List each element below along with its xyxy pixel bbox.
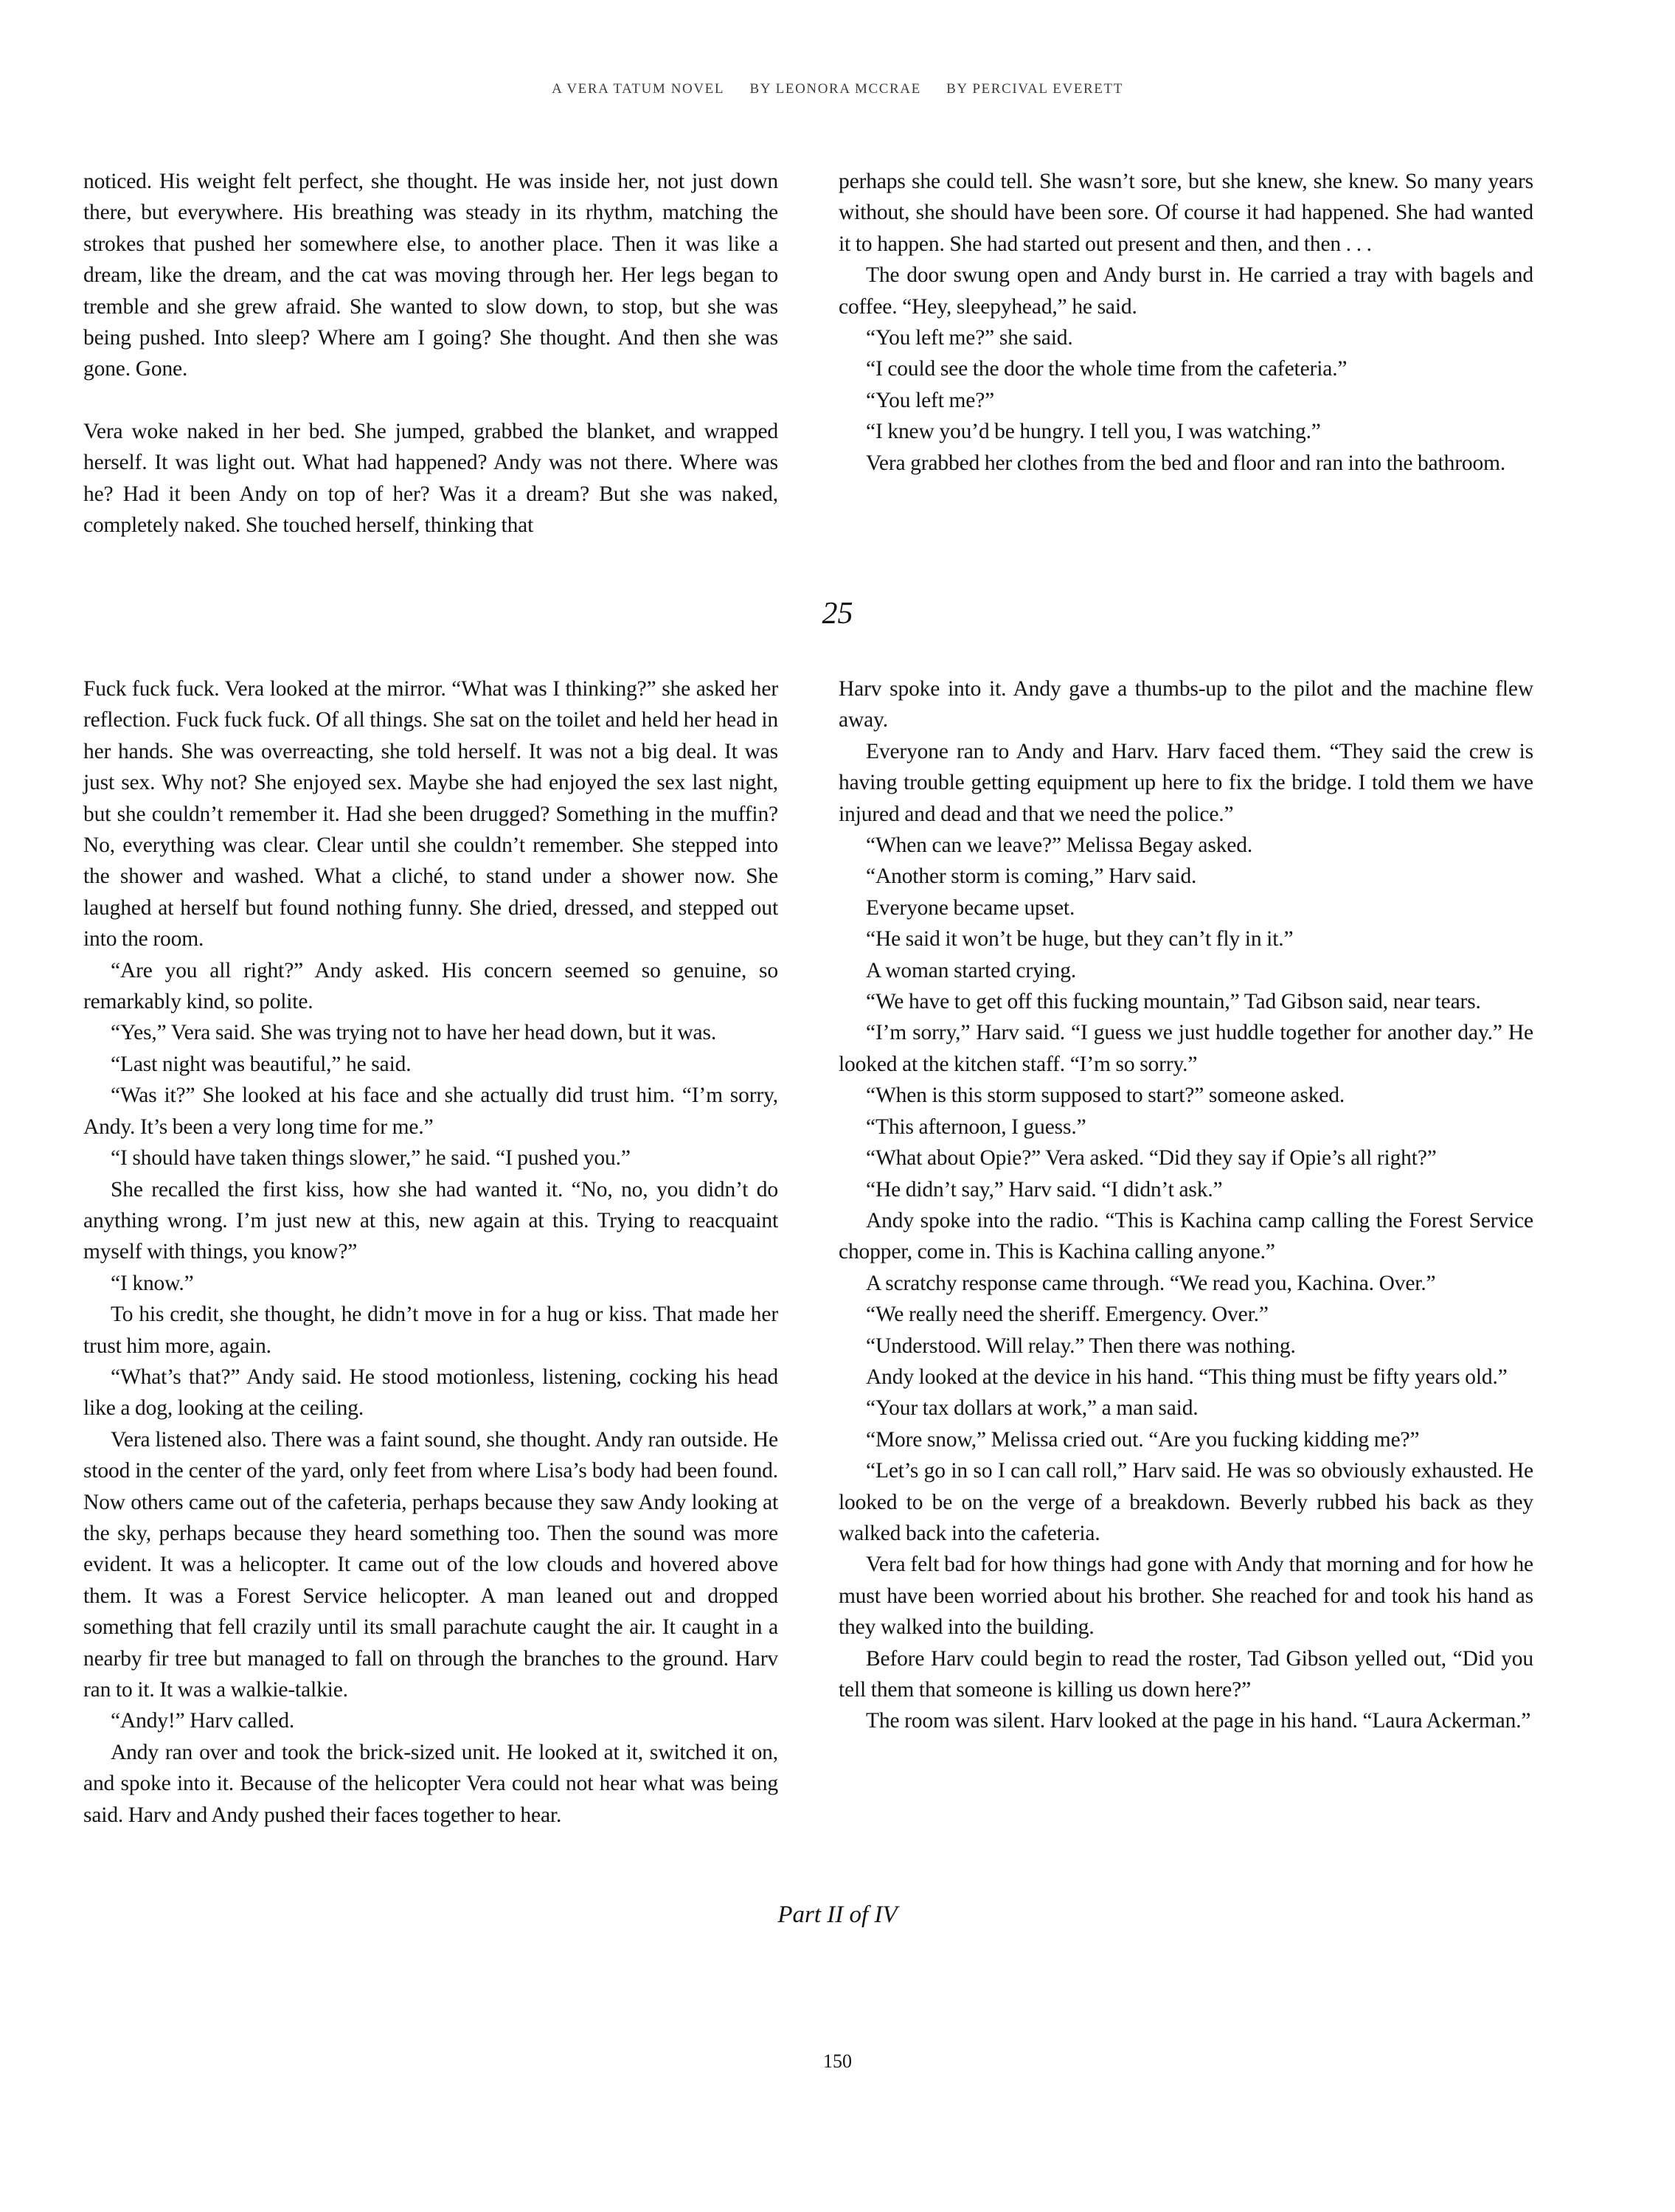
paragraph: The door swung open and Andy burst in. He carried a tray with bagels and coffee. “Hey, sleepyhead,” he said. [839,263,1533,319]
paragraph: To his credit, she thought, he didn’t move in for a hug or kiss. That made her trust him more, again. [83,1303,778,1358]
paragraph: perhaps she could tell. She wasn’t sore, but she knew, she knew. So many years without, she should have been sore. Of course it had happened. She had wanted it to happen. She had started out present and then, and then . . . [839,170,1533,256]
top-left-column [83,166,778,541]
paragraph: “Andy!” Harv called. [111,1709,295,1733]
running-header [0,81,1675,97]
paragraph: Before Harv could begin to read the roster, Tad Gibson yelled out, “Did you tell them that someone is killing us down here?” [839,1646,1533,1702]
paragraph: “I should have taken things slower,” he said. “I pushed you.” [111,1146,631,1171]
paragraph: “We really need the sheriff. Emergency. Over.” [866,1303,1269,1327]
paragraph: Everyone ran to Andy and Harv. Harv faced them. “They said the crew is having trouble getting equipment up here to fix the bridge. I told them we have injured and dead and that we need the police.” [839,739,1533,826]
paragraph: “Let’s go in so I can call roll,” Harv said. He was so obviously exhausted. He looked to be on the verge of a breakdown. Beverly rubbed his back as they walked back into the cafeteria. [839,1459,1533,1545]
paragraph: “Last night was beautiful,” he said. [111,1052,412,1076]
paragraph: “This afternoon, I guess.” [866,1114,1086,1139]
paragraph: Vera felt bad for how things had gone with Andy that morning and for how he must have been worried about his brother. She reached for and took his hand as they walked into the building. [839,1553,1533,1640]
header-author-pseudonym: BY LEONORA MCCRAE [749,81,921,97]
paragraph: The room was silent. Harv looked at the page in his hand. “Laura Ackerman.” [866,1709,1531,1733]
paragraph: “When can we leave?” Melissa Begay asked. [866,833,1253,858]
paragraph: “Was it?” She looked at his face and she actually did trust him. “I’m sorry, Andy. It’s been a very long time for me.” [83,1084,778,1139]
paragraph: “Your tax dollars at work,” a man said. [866,1396,1199,1421]
paragraph: “Yes,” Vera said. She was trying not to have her head down, but it was. [111,1021,717,1045]
paragraph: “What about Opie?” Vera asked. “Did they say if Opie’s all right?” [866,1146,1437,1171]
paragraph: “I could see the door the whole time from the cafeteria.” [866,357,1348,381]
paragraph: “We have to get off this fucking mountain,” Tad Gibson said, near tears. [866,990,1481,1014]
paragraph: Andy ran over and took the brick-sized unit. He looked at it, switched it on, and spoke into it. Because of the helicopter Vera could not hear what was being said. Harv and Andy pushed their faces together to hear. [83,1740,778,1827]
paragraph: “I’m sorry,” Harv said. “I guess we just huddle together for another day.” He looked at the kitchen staff. “I’m so sorry.” [839,1021,1533,1076]
paragraph: “Are you all right?” Andy asked. His concern seemed so genuine, so remarkably kind, so polite. [83,958,778,1014]
paragraph: “You left me?” [866,388,995,412]
paragraph: “He didn’t say,” Harv said. “I didn’t ask.” [866,1177,1223,1202]
paragraph: “Another storm is coming,” Harv said. [866,864,1197,889]
top-right-column [839,166,1533,479]
paragraph: Andy spoke into the radio. “This is Kachina camp calling the Forest Service chopper, come in. This is Kachina calling anyone.” [839,1208,1533,1264]
paragraph: “He said it won’t be huge, but they can’t fly in it.” [866,927,1294,951]
paragraph: Vera grabbed her clothes from the bed and floor and ran into the bathroom. [866,451,1506,475]
paragraph: Everyone became upset. [866,895,1075,920]
paragraph: “More snow,” Melissa cried out. “Are you fucking kidding me?” [866,1427,1420,1452]
paragraph: A scratchy response came through. “We read you, Kachina. Over.” [866,1271,1436,1295]
paragraph: She recalled the first kiss, how she had wanted it. “No, no, you didn’t do anything wrong. I’m just new at this, new again at this. Trying to reacquaint myself with things, you know?” [83,1177,778,1264]
paragraph: “I knew you’d be hungry. I tell you, I was watching.” [866,420,1321,444]
paragraph: Andy looked at the device in his hand. “This thing must be fifty years old.” [866,1365,1508,1389]
header-series-title: A VERA TATUM NOVEL [552,81,725,97]
paragraph: “Understood. Will relay.” Then there was nothing. [866,1334,1296,1358]
chapter-number: 25 [822,597,853,631]
paragraph: “What’s that?” Andy said. He stood motionless, listening, cocking his head like a dog, looking at the ceiling. [83,1365,778,1421]
paragraph: “I know.” [111,1271,194,1295]
paragraph: Vera listened also. There was a faint sound, she thought. Andy ran outside. He stood in the center of the yard, only feet from where Lisa’s body had been found. Now others came out of the cafeteria, perhaps because they saw Andy looking at the sky, perhaps because they heard something too. Then the sound was more evident. It was a helicopter. It came out of the low clouds and hovered above them. It was a Forest Service helicopter. A man leaned out and dropped something that fell crazily until its small parachute caught the air. It caught in a nearby fir tree but managed to fall on through the branches to the ground. Harv ran to it. It was a walkie-talkie. [83,1427,778,1702]
paragraph: noticed. His weight felt perfect, she thought. He was inside her, not just down there, but everywhere. His breathing was steady in its rhythm, matching the strokes that pushed her somewhere else, to another place. Then it was like a dream, like the dream, and the cat was moving through her. Her legs began to tremble and she grew afraid. She wanted to slow down, to stop, but she was being pushed. Into sleep? Where am I going? She thought. And then she was gone. Gone. [83,170,778,381]
chapter-left-column [83,673,778,1831]
chapter-right-column [839,673,1533,1737]
paragraph: Fuck fuck fuck. Vera looked at the mirror. “What was I thinking?” she asked her reflection. Fuck fuck fuck. Of all things. She sat on the toilet and held her head in her hands. She was overreacting, she told herself. It was not a big deal. It was just sex. Why not? She enjoyed sex. Maybe she had enjoyed the sex last night, but she couldn’t remember it. Had she been drugged? Something in the muffin? No, everything was clear. Clear until she couldn’t remember. She stepped into the shower and washed. What a cliché, to stand under a shower now. She laughed at herself but found nothing funny. She dried, dressed, and stepped out into the room. [83,677,778,951]
page-number: 150 [823,2050,852,2072]
paragraph: A woman started crying. [866,958,1077,982]
paragraph: Harv spoke into it. Andy gave a thumbs-up to the pilot and the machine flew away. [839,677,1533,732]
paragraph: Vera woke naked in her bed. She jumped, grabbed the blanket, and wrapped herself. It was light out. What had happened? Andy was not there. Where was he? Had it been Andy on top of her? Was it a dream? But she was naked, completely naked. She touched herself, thinking that [83,419,778,538]
part-label: Part II of IV [777,1901,898,1928]
header-author: BY PERCIVAL EVERETT [946,81,1123,97]
paragraph: “You left me?” she said. [866,326,1073,350]
paragraph: “When is this storm supposed to start?” someone asked. [866,1084,1345,1108]
